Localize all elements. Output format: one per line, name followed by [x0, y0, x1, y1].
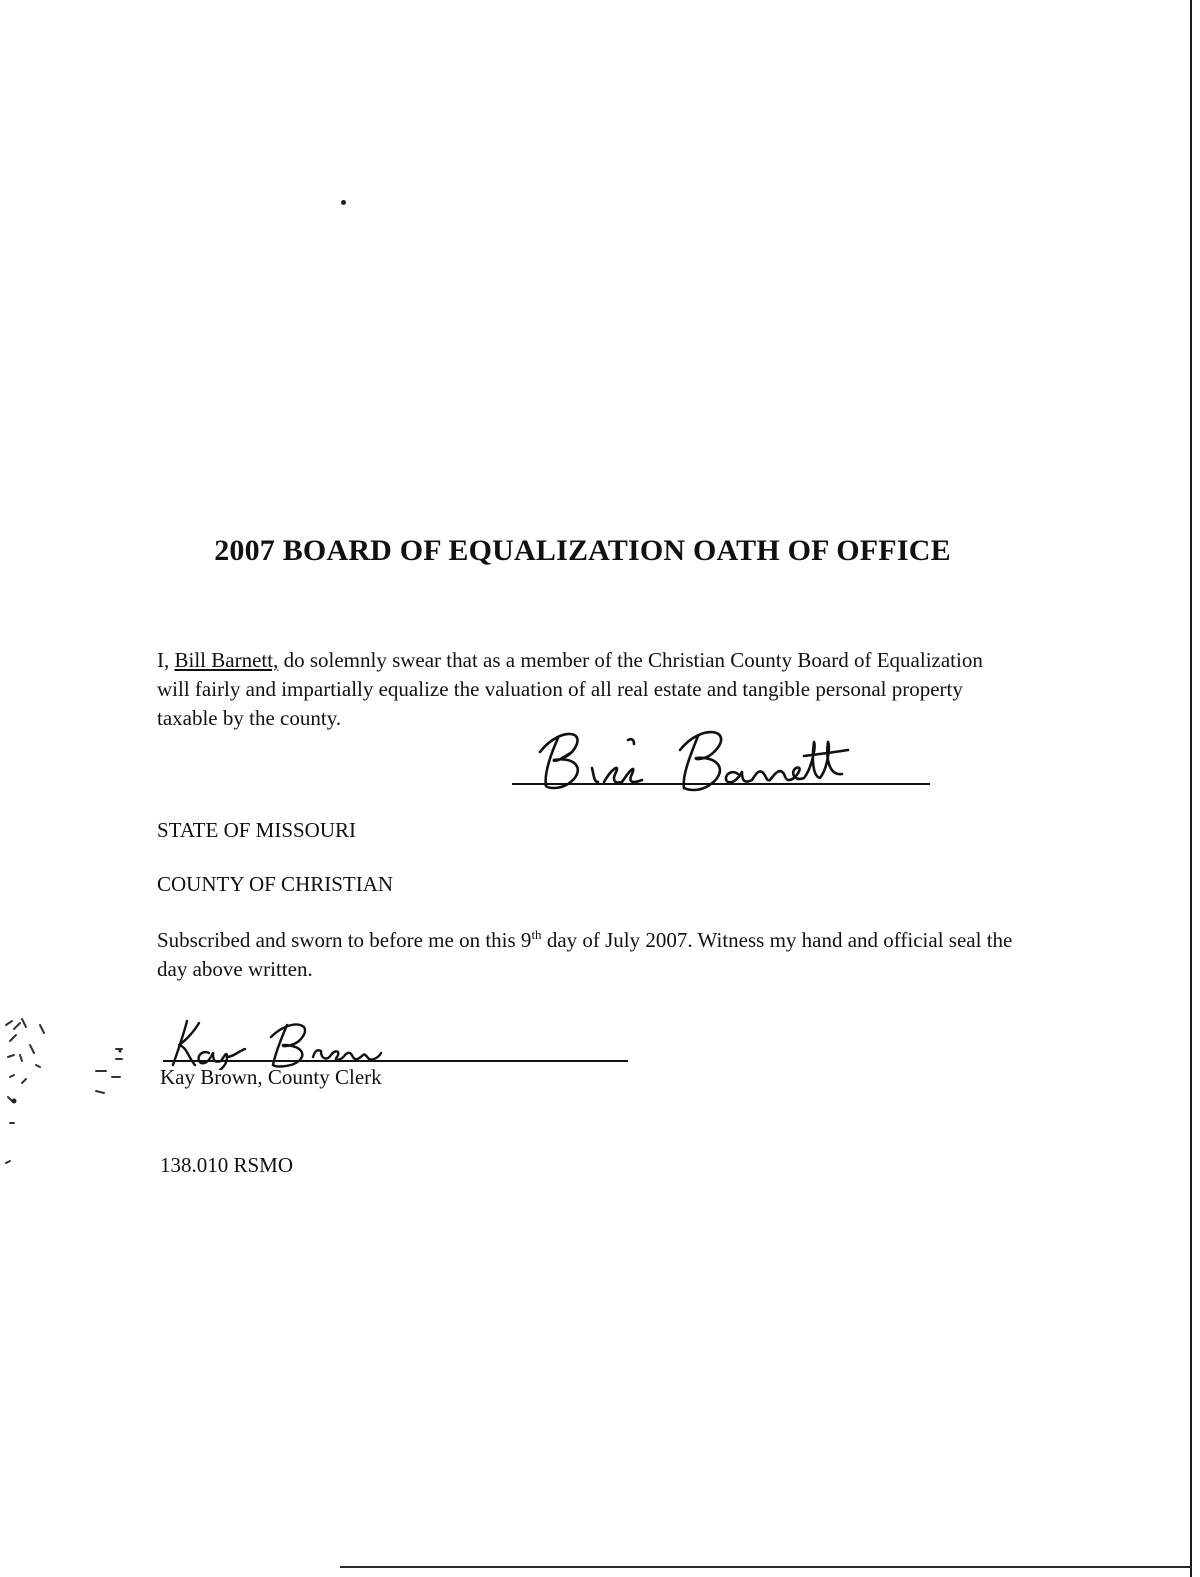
ordinal-suffix: th [531, 927, 542, 942]
member-signature-line [512, 783, 930, 785]
subscribed-after: day of July 2007. Witness my hand and official seal the day above written. [157, 928, 1013, 981]
statute-reference: 138.010 RSMO [160, 1153, 294, 1177]
scan-edge-bottom [340, 1566, 1192, 1568]
subscribed-paragraph [157, 926, 1017, 984]
notary-seal-marks [0, 1005, 140, 1175]
clerk-signature-line [163, 1060, 628, 1062]
oath-prefix: I, [157, 648, 175, 672]
document-title: 2007 BOARD OF EQUALIZATION OATH OF OFFICE [214, 534, 951, 567]
oath-text: do solemnly swear that as a member of the Christian County Board of Equalization will fairly and impartially equalize the valuation of all real estate and tangible personal property taxable by the county. [157, 648, 983, 730]
county-line: COUNTY OF CHRISTIAN [157, 872, 394, 896]
subscribed-before: Subscribed and sworn to before me on this 9 [157, 928, 532, 952]
state-line: STATE OF MISSOURI [157, 818, 357, 842]
scan-speck [341, 200, 346, 205]
oath-member-name: Bill Barnett, [174, 648, 279, 672]
scan-edge-right [1190, 0, 1192, 1577]
clerk-signature [165, 1015, 395, 1070]
clerk-caption: Kay Brown, County Clerk [160, 1065, 382, 1089]
